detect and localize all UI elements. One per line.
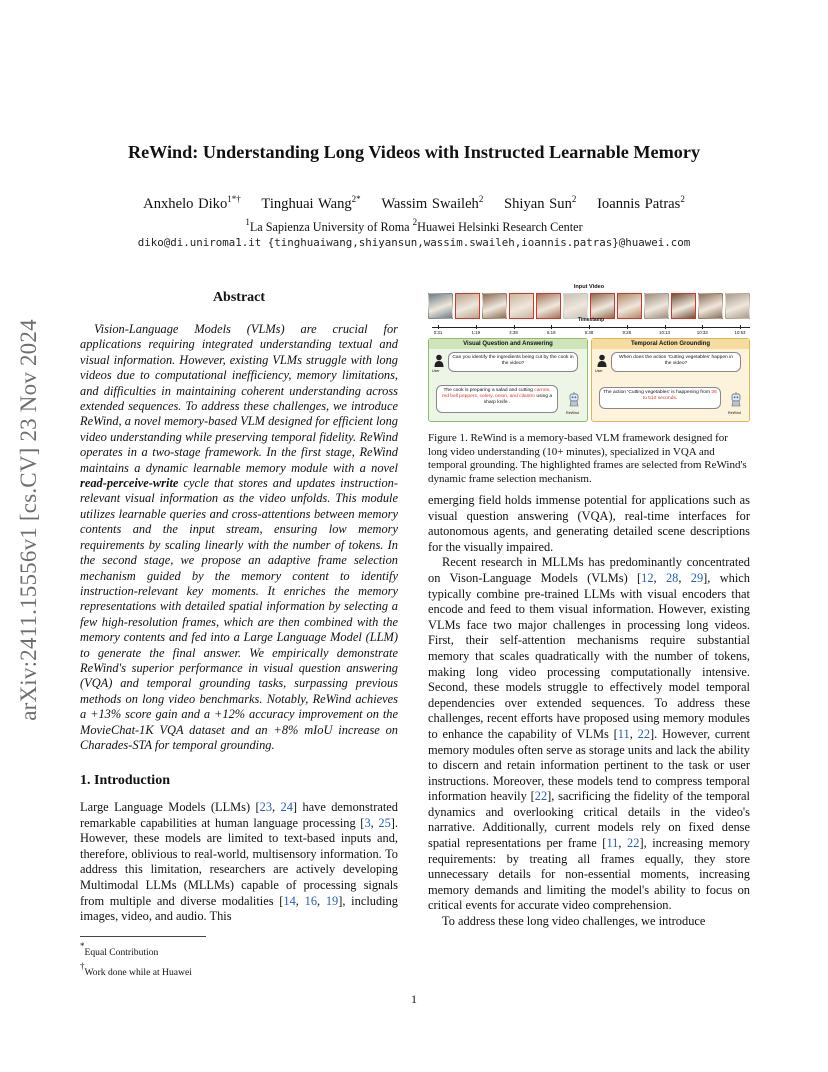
author: Tinghuai Wang$^{2*}$ bbox=[261, 194, 361, 212]
citation-link[interactable]: 12 bbox=[641, 570, 654, 585]
citation-link[interactable]: 24 bbox=[280, 800, 293, 814]
arxiv-stamp-text: arXiv:2411.15556v1 [cs.CV] 23 Nov 2024 bbox=[16, 319, 41, 721]
footnote-divider bbox=[80, 936, 206, 937]
timeline-tick-label: 9:28 bbox=[622, 330, 632, 335]
video-frame-highlighted bbox=[536, 293, 561, 319]
rewind-robot-icon bbox=[568, 391, 580, 407]
timeline-tick-label: 6:38 bbox=[584, 330, 594, 335]
vqa-question-bubble: Can you identify the ingredients being cut by the cook in the video? bbox=[448, 352, 578, 372]
temporal-grounding-panel-header: Temporal Action Grounding bbox=[592, 339, 749, 349]
vqa-answer-bubble: The cook is preparing a salad and cutting carrots, red bell peppers, celery, onion, and cilantro using a sharp knife . bbox=[436, 385, 558, 413]
abstract-text: Vision-Language Models (VLMs) are crucial for applications requiring integrated understanding textual and visual information. However, existing VLMs struggle with long videos due to computational inefficiency, memory limitations, and difficulties in maintaining coherent understanding across extended sequences. To address these challenges, we introduce ReWind, a novel memory-based VLM designed for efficient long video understanding while preserving temporal fidelity. ReWind operates in a two-stage framework. In the first stage, ReWind maintains a dynamic learnable memory module with a novel read-perceive-write cycle that stores and updates instruction-relevant visual information as the video unfolds. This module utilizes learnable queries and cross-attentions between memory contents and the input stream, ensuring low memory requirements by scaling linearly with the number of tokens. In the second stage, we propose an adaptive frame selection mechanism guided by the memory content to identify instruction-relevant key moments. It enriches the memory representations with detailed spatial information by selecting a few high-resolution frames, which are then combined with the memory contents and fed into a Large Language Model (LLM) to generate the final answer. We empirically demonstrate ReWind's superior performance in visual question answering (VQA) and temporal grounding tasks, surpassing previous methods on long video benchmarks. Notably, ReWind achieves a +13% score gain and a +12% accuracy improvement on the MovieChat-1K VQA dataset and an +8% mIoU increase on Charades-STA for temporal grounding. bbox=[80, 322, 398, 752]
right-column-text bbox=[428, 493, 750, 930]
timeline bbox=[430, 317, 748, 337]
citation-link[interactable]: 23 bbox=[259, 800, 273, 814]
author-list bbox=[0, 194, 828, 213]
timeline-tick-label: 10:13 bbox=[659, 330, 670, 335]
figure-1 bbox=[428, 284, 750, 422]
video-frame bbox=[698, 293, 723, 319]
user-icon bbox=[597, 354, 607, 368]
user-label: User bbox=[595, 369, 603, 373]
footnotes bbox=[80, 940, 398, 979]
timeline-tick bbox=[740, 325, 741, 329]
vqa-panel bbox=[428, 338, 588, 422]
timeline-tick bbox=[665, 325, 666, 329]
page-number: 1 bbox=[411, 992, 417, 1006]
vqa-panel-header: Visual Question and Answering bbox=[429, 339, 587, 349]
tag-answer-bubble: The action 'Cutting vegetables' is happening from 36 to 510 seconds. bbox=[599, 387, 721, 409]
timeline-tick bbox=[589, 325, 590, 329]
citation-link[interactable]: 22 bbox=[627, 836, 640, 851]
timeline-tick-label: 0:31 bbox=[433, 330, 443, 335]
citation-link[interactable]: 3 bbox=[364, 815, 371, 830]
paragraph: emerging field holds immense potential for applications such as visual question answering (VQA), real-time interfaces for autonomous agents, and generating detailed scene descriptions for the visually impaired. bbox=[428, 493, 750, 554]
timeline-tick bbox=[514, 325, 515, 329]
video-frame bbox=[563, 293, 588, 319]
user-icon bbox=[434, 354, 444, 368]
rewind-label: ReWind bbox=[566, 411, 579, 415]
timeline-tick bbox=[438, 325, 439, 329]
video-frame bbox=[482, 293, 507, 319]
timeline-tick-label: 1:19 bbox=[471, 330, 481, 335]
user-label: User bbox=[432, 369, 440, 373]
video-frame-highlighted bbox=[509, 293, 534, 319]
footnote: *Equal Contribution bbox=[80, 941, 159, 958]
author-emails: diko@di.uniroma1.it {tinghuaiwang,shiyansun,wassim.swaileh,ioannis.patras}@huawei.com bbox=[137, 236, 691, 249]
timeline-tick-label: 10:53 bbox=[734, 330, 746, 335]
citation-link[interactable]: 19 bbox=[325, 893, 339, 908]
video-frame bbox=[428, 293, 453, 319]
intro-paragraph: Large Language Models (LLMs) [23, 24] have demonstrated remarkable capabilities at human language processing [3, 25]. However, these models are limited to text-based inputs and, therefore, oblivious to real-world, multisensory information. To address this limitation, researchers are actively developing Multimodal LLMs (MLLMs) capable of processing signals from multiple and diverse modalities [14, 16, 19], including images, video, and audio. This bbox=[80, 800, 398, 924]
footnote: †Work done while at Huawei bbox=[80, 960, 192, 978]
figure-input-video-label: Input Video bbox=[573, 284, 605, 290]
figure-1-caption: Figure 1. ReWind is a memory-based VLM framework designed for long video understanding (10+ minutes), specialized in VQA and temporal grounding. The highlighted frames are selected from ReWind's dynamic frame selection mechanism. bbox=[428, 432, 747, 485]
paragraph: To address these long video challenges, we introduce bbox=[442, 914, 706, 929]
rewind-label: ReWind bbox=[728, 411, 741, 415]
paper-title: ReWind: Understanding Long Videos with Instructed Learnable Memory bbox=[127, 142, 701, 162]
section-heading-introduction: 1. Introduction bbox=[80, 773, 170, 788]
video-frame bbox=[644, 293, 669, 319]
citation-link[interactable]: 22 bbox=[534, 789, 548, 804]
video-filmstrip bbox=[428, 293, 750, 319]
timeline-tick bbox=[551, 325, 552, 329]
arxiv-stamp bbox=[13, 280, 45, 760]
temporal-grounding-panel bbox=[591, 338, 750, 422]
author: Wassim Swaileh$^2$ bbox=[381, 194, 484, 212]
citation-link[interactable]: 25 bbox=[378, 815, 391, 830]
citation-link[interactable]: 11 bbox=[617, 726, 630, 741]
author: Ioannis Patras$^2$ bbox=[597, 194, 685, 212]
affiliations: $^1$La Sapienza University of Roma $^2$Huawei Helsinki Research Center bbox=[245, 217, 583, 234]
video-frame bbox=[725, 293, 750, 319]
abstract-heading: Abstract bbox=[212, 290, 266, 305]
timestamp-label: Timestamp bbox=[577, 317, 605, 323]
video-frame-highlighted bbox=[671, 293, 696, 319]
timeline-tick bbox=[702, 325, 703, 329]
citation-link[interactable]: 16 bbox=[304, 893, 318, 908]
citation-link[interactable]: 22 bbox=[637, 726, 651, 741]
rewind-robot-icon bbox=[730, 391, 742, 407]
citation-link[interactable]: 28 bbox=[665, 570, 679, 585]
timeline-tick bbox=[476, 325, 477, 329]
timeline-tick-label: 6:19 bbox=[546, 330, 556, 335]
citation-link[interactable]: 29 bbox=[690, 570, 704, 585]
author: Anxhelo Diko$^{1*\dagger}$ bbox=[143, 194, 241, 212]
citation-link[interactable]: 11 bbox=[606, 836, 619, 851]
video-frame-highlighted bbox=[455, 293, 480, 319]
paragraph: Recent research in MLLMs has predominantly concentrated on Vison-Language Models (VLMs) [12, 28, 29], which typically combine pre-trained LLMs with visual encoders that encode and feed to them visual information. However, existing VLMs face two major challenges in processing long videos. First, their self-attention mechanisms require substantial memory that scales quadratically with the number of tokens, making long video processing computationally intensive. Second, these models struggle to effectively model temporal dependencies over extended sequences. To address these challenges, recent efforts have proposed using memory modules to enhance the capability of VLMs [11, 22]. However, current memory modules often serve as storage units and lack the ability to discern and retain information pertinent to the task or user instructions. Moreover, these models tend to compress temporal information heavily [22], sacrificing the fidelity of the temporal dynamics and overlooking critical details in the video's narrative. Additionally, current models rely on fixed dense spatial representations per frame [11, 22], increasing memory requirements: by treating all frames equally, they store unnecessary details for non-essential moments, increasing memory demands and limiting the model's ability to focus on critical events for accurate video comprehension. bbox=[428, 555, 750, 913]
video-frame-highlighted bbox=[617, 293, 642, 319]
timeline-tick bbox=[627, 325, 628, 329]
citation-link[interactable]: 14 bbox=[283, 893, 296, 908]
timeline-tick-label: 4:38 bbox=[509, 330, 518, 335]
video-frame-highlighted bbox=[590, 293, 615, 319]
timeline-tick-label: 10:33 bbox=[696, 330, 708, 335]
tag-question-bubble: When does the action 'Cutting vegetables' happen in the video? bbox=[611, 352, 741, 372]
author: Shiyan Sun$^2$ bbox=[504, 194, 577, 212]
